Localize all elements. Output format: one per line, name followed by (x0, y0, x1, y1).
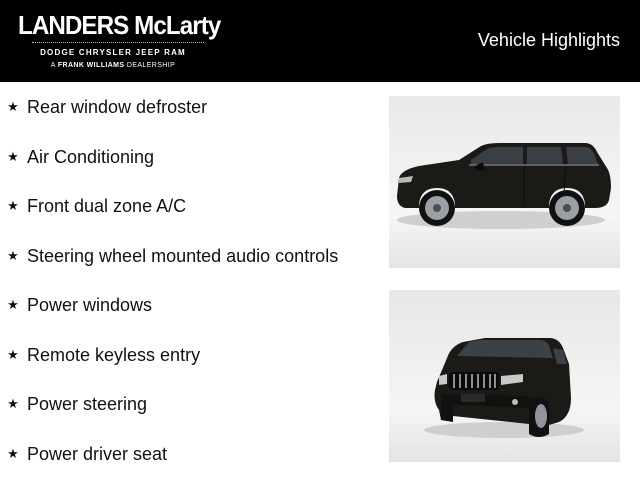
logo-tagline (18, 62, 208, 69)
feature-item (6, 193, 376, 243)
feature-label: Remote keyless entry (27, 342, 200, 368)
star-icon: ★ (6, 342, 20, 368)
logo-wordmark: LANDERS McLarty (18, 10, 204, 40)
logo-tag-prefix: A (51, 62, 58, 69)
logo-tag-suffix: DEALERSHIP (124, 62, 175, 69)
star-icon: ★ (6, 144, 20, 170)
feature-label: Front dual zone A/C (27, 193, 186, 219)
feature-label: Power driver seat (27, 441, 167, 467)
feature-item (6, 144, 376, 194)
logo-divider (32, 42, 204, 43)
feature-label: Power windows (27, 292, 152, 318)
star-icon: ★ (6, 391, 20, 417)
feature-item (6, 342, 376, 392)
star-icon: ★ (6, 441, 20, 467)
feature-item (6, 391, 376, 441)
star-icon: ★ (6, 243, 20, 269)
feature-list (6, 94, 376, 490)
feature-item (6, 441, 376, 490)
feature-label: Power steering (27, 391, 147, 417)
vehicle-photo-side[interactable] (389, 96, 620, 268)
suv-front-icon (389, 290, 620, 462)
feature-item (6, 243, 376, 293)
feature-item (6, 94, 376, 144)
page-title: Vehicle Highlights (478, 30, 620, 51)
feature-label: Rear window defroster (27, 94, 207, 120)
vehicle-photo-front[interactable] (389, 290, 620, 462)
star-icon: ★ (6, 94, 20, 120)
feature-label: Steering wheel mounted audio controls (27, 243, 338, 269)
feature-label: Air Conditioning (27, 144, 154, 170)
dealer-logo[interactable] (18, 10, 218, 69)
suv-side-icon (389, 96, 620, 268)
star-icon: ★ (6, 193, 20, 219)
feature-item (6, 292, 376, 342)
header-bar (0, 0, 640, 82)
logo-tag-name: FRANK WILLIAMS (58, 62, 125, 69)
logo-brands: DODGE CHRYSLER JEEP RAM (18, 48, 208, 57)
star-icon: ★ (6, 292, 20, 318)
